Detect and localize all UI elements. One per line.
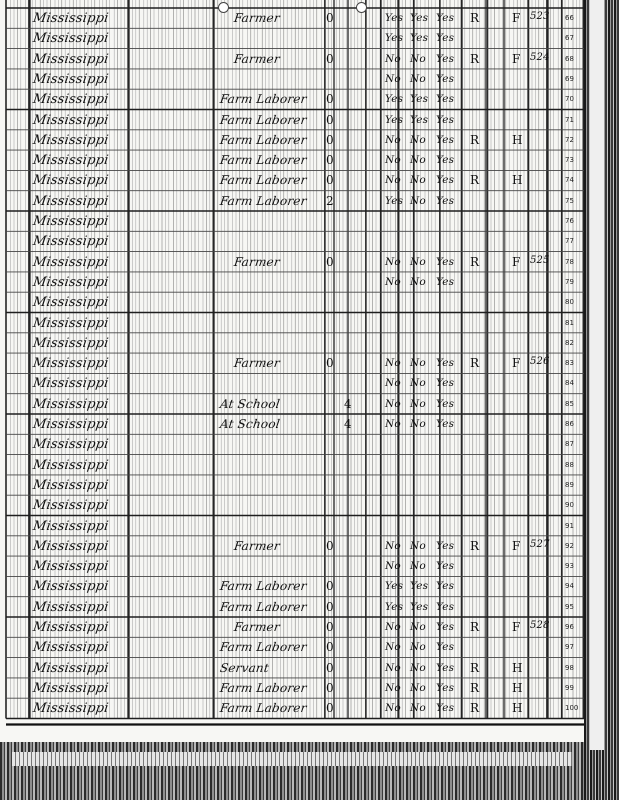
farm-house-cell: H: [512, 680, 523, 695]
literacy-read-cell: Yes: [385, 113, 404, 126]
line-number: 100: [565, 704, 579, 713]
birthplace-cell: Mississippi: [31, 437, 110, 453]
english-cell: Yes: [436, 357, 455, 370]
occupation-cell: Farm Laborer: [219, 153, 308, 168]
occupation-cell: Farm Laborer: [219, 640, 308, 655]
schedule-number-cell: 527: [530, 538, 550, 550]
birthplace-cell: Mississippi: [31, 31, 110, 47]
tenure-cell: R: [470, 538, 480, 553]
line-number: 88: [565, 460, 574, 469]
birthplace-cell: Mississippi: [31, 112, 110, 128]
schedule-number-cell: 523: [530, 11, 550, 22]
line-number: 70: [565, 95, 574, 104]
occupation-cell: Farmer: [233, 620, 281, 634]
english-cell: Yes: [436, 580, 455, 593]
literacy-write-cell: No: [410, 377, 426, 390]
occupation-cell: Farmer: [233, 356, 281, 371]
birthplace-cell: Mississippi: [31, 295, 110, 311]
literacy-write-cell: No: [410, 52, 426, 65]
binding-hole-left: [218, 2, 229, 13]
line-number: 84: [565, 379, 574, 388]
literacy-read-cell: No: [385, 702, 401, 715]
literacy-read-cell: No: [385, 641, 401, 654]
birthplace-cell: Mississippi: [31, 92, 110, 108]
birthplace-cell: Mississippi: [31, 335, 110, 351]
literacy-write-cell: No: [410, 397, 426, 410]
literacy-write-cell: No: [410, 194, 426, 207]
line-number: 79: [565, 277, 574, 286]
birthplace-cell: Mississippi: [31, 640, 110, 656]
birthplace-cell: Mississippi: [31, 457, 110, 473]
line-number: 82: [565, 338, 574, 347]
class-code-cell: 0: [326, 579, 334, 594]
birthplace-cell: Mississippi: [31, 538, 110, 554]
literacy-write-cell: No: [410, 702, 426, 715]
literacy-write-cell: No: [410, 174, 426, 187]
line-number: 78: [565, 257, 574, 266]
occupation-cell: Farm Laborer: [219, 92, 308, 107]
birthplace-cell: Mississippi: [31, 71, 110, 87]
line-number: 69: [565, 74, 574, 83]
occupation-cell: Farm Laborer: [219, 599, 308, 614]
birthplace-cell: Mississippi: [31, 518, 110, 534]
literacy-read-cell: Yes: [385, 600, 404, 613]
birthplace-cell: Mississippi: [31, 620, 110, 635]
farm-house-cell: H: [512, 701, 523, 716]
line-number: 73: [565, 156, 574, 165]
birthplace-cell: Mississippi: [31, 254, 110, 270]
literacy-write-cell: Yes: [410, 32, 429, 45]
tenure-cell: R: [470, 701, 480, 716]
tenure-cell: R: [470, 254, 480, 269]
schedule-number-cell: 524: [530, 51, 550, 63]
birthplace-cell: Mississippi: [31, 559, 110, 575]
english-cell: Yes: [436, 93, 455, 106]
tenure-cell: R: [470, 11, 480, 25]
farm-house-cell: H: [512, 132, 523, 147]
occupation-cell: Farmer: [233, 11, 281, 25]
birthplace-cell: Mississippi: [31, 315, 110, 331]
literacy-read-cell: No: [385, 661, 401, 674]
line-number: 75: [565, 196, 574, 205]
occupation-cell: Servant: [219, 660, 270, 675]
occupation-cell: Farm Laborer: [219, 173, 308, 188]
literacy-write-cell: No: [410, 357, 426, 370]
birthplace-cell: Mississippi: [31, 680, 110, 696]
literacy-write-cell: No: [410, 641, 426, 654]
farm-house-cell: H: [512, 660, 523, 675]
occupation-cell: Farm Laborer: [219, 132, 308, 147]
literacy-write-cell: No: [410, 681, 426, 694]
line-number: 80: [565, 298, 574, 307]
occupation-cell: Farm Laborer: [219, 701, 308, 716]
literacy-read-cell: No: [385, 681, 401, 694]
literacy-read-cell: Yes: [385, 12, 404, 24]
english-cell: Yes: [436, 72, 455, 85]
literacy-read-cell: No: [385, 72, 401, 85]
birthplace-cell: Mississippi: [31, 660, 110, 676]
birthplace-cell: Mississippi: [31, 132, 110, 148]
birthplace-cell: Mississippi: [31, 153, 110, 169]
literacy-read-cell: Yes: [385, 580, 404, 593]
farm-house-cell: F: [512, 11, 521, 25]
english-cell: Yes: [436, 539, 455, 552]
tenure-cell: R: [470, 356, 480, 371]
literacy-read-cell: No: [385, 539, 401, 552]
english-cell: Yes: [436, 255, 455, 268]
english-cell: Yes: [436, 600, 455, 613]
literacy-write-cell: No: [410, 133, 426, 146]
literacy-read-cell: No: [385, 621, 401, 633]
farm-house-cell: F: [512, 620, 521, 634]
class-code-cell: 0: [326, 132, 334, 147]
birthplace-cell: Mississippi: [31, 599, 110, 615]
right-margin-strip: [590, 0, 604, 750]
literacy-read-cell: No: [385, 357, 401, 370]
birthplace-cell: Mississippi: [31, 498, 110, 514]
line-number: 85: [565, 399, 574, 408]
english-cell: Yes: [436, 12, 455, 24]
farm-house-cell: H: [512, 173, 523, 188]
literacy-read-cell: Yes: [385, 32, 404, 45]
birthplace-cell: Mississippi: [31, 11, 110, 26]
occupation-cell: Farm Laborer: [219, 112, 308, 127]
class-code-cell: 0: [326, 112, 334, 127]
english-cell: Yes: [436, 560, 455, 573]
literacy-read-cell: No: [385, 377, 401, 390]
line-number: 71: [565, 115, 574, 124]
literacy-write-cell: No: [410, 539, 426, 552]
birthplace-cell: Mississippi: [31, 376, 110, 392]
line-number: 99: [565, 683, 574, 692]
tenure-cell: R: [470, 132, 480, 147]
class-code-cell: 0: [326, 620, 334, 634]
class-code-cell: 0: [326, 153, 334, 168]
birthplace-cell: Mississippi: [31, 477, 110, 493]
english-cell: Yes: [436, 154, 455, 167]
literacy-write-cell: No: [410, 255, 426, 268]
line-number: 86: [565, 420, 574, 428]
literacy-read-cell: Yes: [385, 93, 404, 106]
line-number: 96: [565, 623, 574, 631]
class-code-cell: 0: [326, 701, 334, 716]
line-number: 74: [565, 176, 574, 185]
english-cell: Yes: [436, 681, 455, 694]
literacy-write-cell: Yes: [410, 12, 429, 24]
line-number: 81: [565, 318, 574, 327]
schedule-number-cell: 525: [530, 254, 550, 266]
literacy-read-cell: No: [385, 397, 401, 410]
literacy-read-cell: Yes: [385, 194, 404, 207]
literacy-write-cell: Yes: [410, 93, 429, 106]
class-code-cell: 0: [326, 660, 334, 675]
english-cell: Yes: [436, 661, 455, 674]
literacy-write-cell: No: [410, 418, 426, 430]
line-number: 66: [565, 14, 574, 22]
line-number: 95: [565, 602, 574, 611]
occupation-cell: Farmer: [233, 51, 281, 66]
line-number: 68: [565, 54, 574, 63]
english-cell: Yes: [436, 32, 455, 45]
line-number: 94: [565, 582, 574, 591]
tenure-cell: R: [470, 620, 480, 634]
class-code-cell: 0: [326, 173, 334, 188]
english-cell: Yes: [436, 174, 455, 187]
line-number: 93: [565, 562, 574, 571]
literacy-read-cell: No: [385, 255, 401, 268]
literacy-write-cell: Yes: [410, 600, 429, 613]
class-code-cell: 2: [326, 193, 334, 208]
english-cell: Yes: [436, 377, 455, 390]
binding-hole-right: [356, 2, 367, 13]
birthplace-cell: Mississippi: [31, 396, 110, 412]
english-cell: Yes: [436, 418, 455, 430]
literacy-read-cell: No: [385, 133, 401, 146]
farm-house-cell: F: [512, 538, 521, 553]
class-code-cell: 0: [326, 92, 334, 107]
line-number: 72: [565, 135, 574, 144]
class-code-cell: 0: [326, 599, 334, 614]
farm-house-cell: F: [512, 254, 521, 269]
occupation-cell: Farm Laborer: [219, 579, 308, 594]
class-code-cell: 0: [326, 640, 334, 655]
literacy-write-cell: No: [410, 275, 426, 288]
bottom-scan-band: [0, 742, 619, 800]
line-number: 91: [565, 521, 574, 530]
tenure-cell: R: [470, 51, 480, 66]
line-number: 87: [565, 440, 574, 449]
class-code-cell: 0: [326, 538, 334, 553]
farm-house-cell: F: [512, 51, 521, 66]
bottom-scan-rule: [12, 752, 572, 766]
literacy-write-cell: Yes: [410, 580, 429, 593]
class-code-cell: 0: [326, 51, 334, 66]
english-cell: Yes: [436, 52, 455, 65]
line-number: 97: [565, 643, 574, 652]
literacy-write-cell: No: [410, 621, 426, 633]
class-code-cell: 0: [326, 356, 334, 371]
occupation-cell: Farmer: [233, 254, 281, 269]
literacy-write-cell: No: [410, 72, 426, 85]
literacy-read-cell: No: [385, 174, 401, 187]
tenure-cell: R: [470, 173, 480, 188]
literacy-write-cell: Yes: [410, 113, 429, 126]
line-number: 83: [565, 359, 574, 368]
literacy-write-cell: No: [410, 661, 426, 674]
line-number: 98: [565, 663, 574, 672]
line-number: 67: [565, 34, 574, 43]
school-months-cell: 4: [344, 417, 352, 431]
tenure-cell: R: [470, 660, 480, 675]
birthplace-cell: Mississippi: [31, 274, 110, 290]
english-cell: Yes: [436, 702, 455, 715]
line-number: 76: [565, 217, 574, 225]
birthplace-cell: Mississippi: [31, 214, 110, 229]
english-cell: Yes: [436, 641, 455, 654]
birthplace-cell: Mississippi: [31, 701, 110, 717]
class-code-cell: 0: [326, 11, 334, 25]
birthplace-cell: Mississippi: [31, 173, 110, 189]
literacy-read-cell: No: [385, 560, 401, 573]
literacy-read-cell: No: [385, 275, 401, 288]
schedule-number-cell: 528: [530, 620, 550, 631]
occupation-cell: At School: [219, 417, 281, 431]
line-number: 89: [565, 480, 574, 489]
literacy-read-cell: No: [385, 154, 401, 167]
tenure-cell: R: [470, 680, 480, 695]
birthplace-cell: Mississippi: [31, 234, 110, 250]
occupation-cell: Farm Laborer: [219, 193, 308, 208]
occupation-cell: Farmer: [233, 538, 281, 553]
schedule-number-cell: 526: [530, 356, 550, 368]
birthplace-cell: Mississippi: [31, 51, 110, 67]
birthplace-cell: Mississippi: [31, 356, 110, 372]
english-cell: Yes: [436, 133, 455, 146]
line-number: 90: [565, 501, 574, 510]
literacy-read-cell: No: [385, 52, 401, 65]
english-cell: Yes: [436, 275, 455, 288]
occupation-cell: At School: [219, 396, 281, 411]
english-cell: Yes: [436, 194, 455, 207]
english-cell: Yes: [436, 113, 455, 126]
birthplace-cell: Mississippi: [31, 579, 110, 595]
literacy-write-cell: No: [410, 560, 426, 573]
line-number: 77: [565, 237, 574, 246]
farm-house-cell: F: [512, 356, 521, 371]
line-number: 92: [565, 541, 574, 550]
english-cell: Yes: [436, 397, 455, 410]
english-cell: Yes: [436, 621, 455, 633]
class-code-cell: 0: [326, 680, 334, 695]
birthplace-cell: Mississippi: [31, 193, 110, 209]
literacy-write-cell: No: [410, 154, 426, 167]
birthplace-cell: Mississippi: [31, 417, 110, 432]
school-months-cell: 4: [344, 396, 352, 411]
literacy-read-cell: No: [385, 418, 401, 430]
class-code-cell: 0: [326, 254, 334, 269]
occupation-cell: Farm Laborer: [219, 680, 308, 695]
